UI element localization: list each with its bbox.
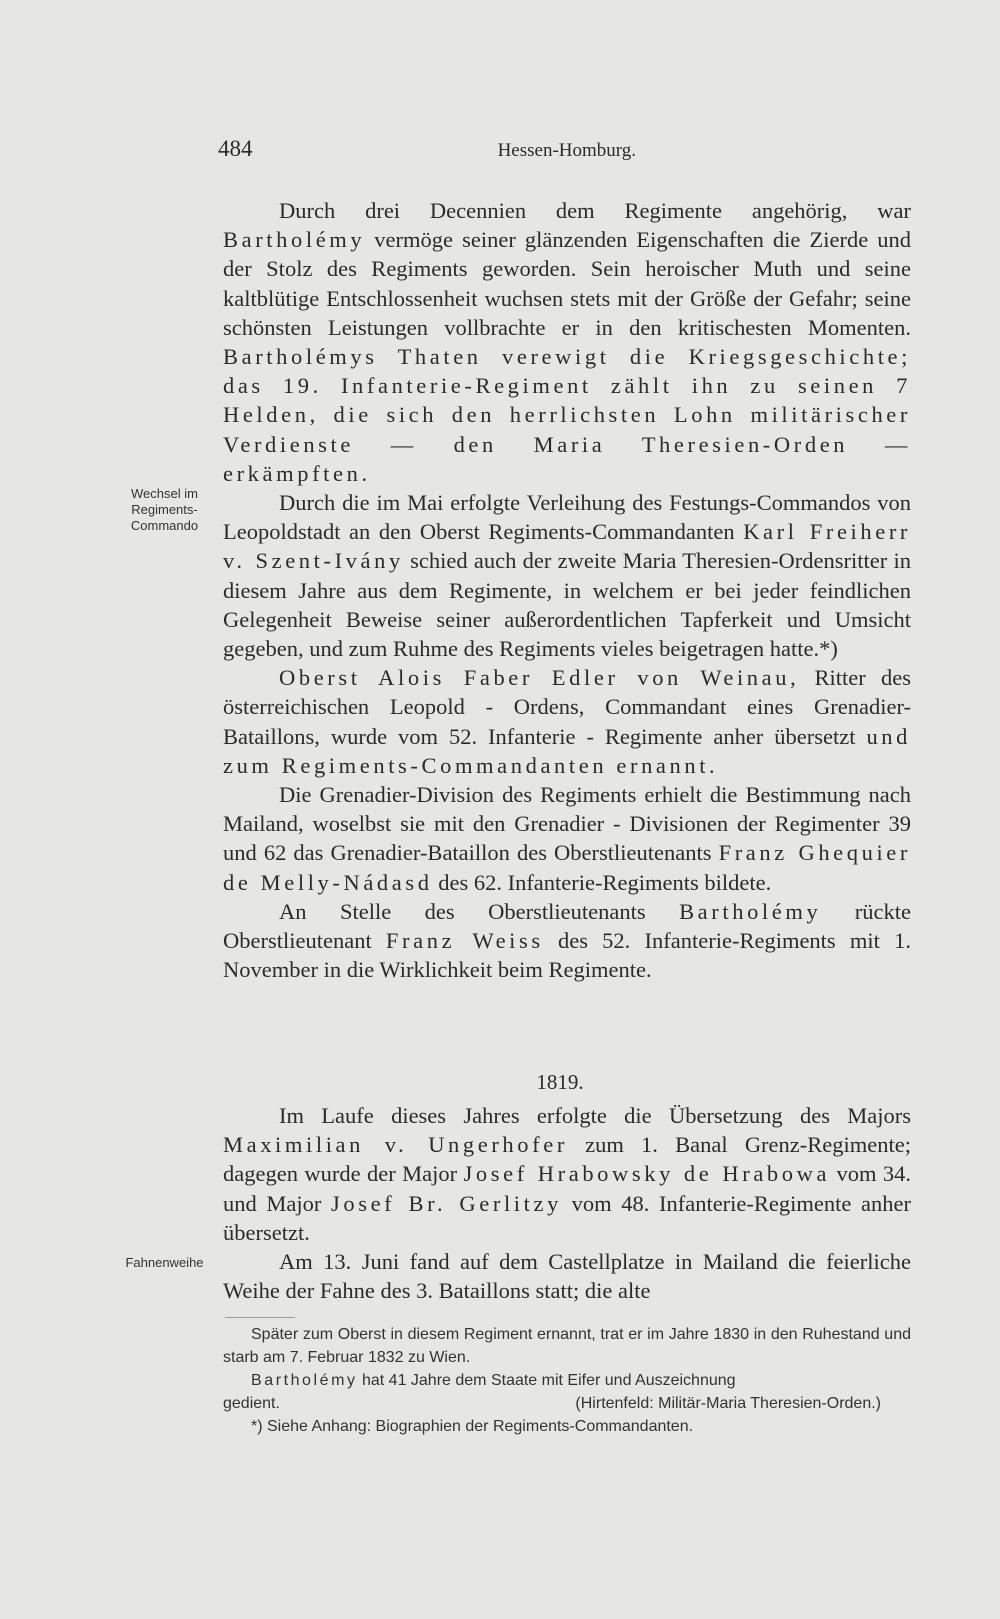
text-run: des 52. Infanterie-Regiments mit 1. November in die Wirklichkeit beim Regimente. xyxy=(223,928,912,983)
name-spaced: Maximilian v. Ungerhofer xyxy=(223,1132,568,1158)
paragraph xyxy=(223,196,911,488)
marginal-line: Regiments- xyxy=(131,502,198,517)
text-run: Durch drei Decennien dem Regimente angehörig, war xyxy=(279,198,911,223)
text-spaced: Bartholémys Thaten verewigt die Kriegsgeschichte; das 19. Infanterie-Regiment zählt ihn zu seinen 7 Helden, die sich den herrlichsten Lohn militärischer Verdienste — den Maria Theresien-Orden — erkämpften. xyxy=(223,344,911,486)
year-heading: 1819. xyxy=(536,1070,584,1094)
footnote-divider xyxy=(225,1317,295,1318)
name-spaced: Josef Br. Gerlitzy xyxy=(331,1190,562,1216)
footnote: Später zum Oberst in diesem Regiment ernannt, trat er im Jahre 1830 in den Ruhestand und starb am 7. Februar 1832 zu Wien. xyxy=(223,1326,911,1366)
name-spaced: Bartholémy xyxy=(251,1372,358,1389)
page-header xyxy=(218,136,636,162)
text-run: hat 41 Jahre dem Staate mit Eifer und Auszeichnung xyxy=(357,1372,736,1389)
text-run: An Stelle des Oberstlieutenants xyxy=(279,898,680,924)
paragraph: Am 13. Juni fand auf dem Castellplatze in Mailand die feierliche Weihe der Fahne des 3. Bataillons statt; die alte xyxy=(223,1249,911,1304)
text-run: vom 48. Infanterie-Regimente anher übersetzt. xyxy=(223,1190,911,1245)
text-run: des 62. Infanterie-Regiments bildete. xyxy=(432,869,772,895)
body-text-1819 xyxy=(223,1101,911,1305)
paragraph xyxy=(223,663,911,780)
name-spaced: Josef Hrabowsky de Hrabowa xyxy=(463,1161,831,1187)
paragraph xyxy=(223,780,911,897)
body-text xyxy=(223,196,911,984)
text-run: vom 34. und Major xyxy=(223,1161,911,1216)
marginal-note-fahnenweihe xyxy=(112,1255,217,1271)
marginal-line: Fahnenweihe xyxy=(125,1255,204,1270)
paragraph xyxy=(223,897,911,985)
text-run: Die Grenadier-Division des Regiments erhielt die Bestimmung nach Mailand, woselbst sie mit den Grenadier - Divisionen der Regimenter 39 und 62 das Grenadier-Bataillon des Oberstlieutenants xyxy=(223,782,911,866)
footnote xyxy=(223,1369,911,1392)
name-spaced: Oberst Alois Faber Edler von Weinau, xyxy=(279,665,800,691)
footnote-source-line xyxy=(223,1392,911,1415)
text-run: Durch die im Mai erfolgte Verleihung des Festungs-Commandos von Leopoldstadt an den Oberst Regiments-Commandanten xyxy=(223,490,911,545)
text-run: zum 1. Banal Grenz-Regimente; dagegen wurde der Major xyxy=(223,1132,911,1187)
text-run: vermöge seiner glänzenden Eigenschaften die Zierde und der Stolz des Regiments geworden. Sein heroischer Muth und seine kaltblütige Entschlossenheit wuchsen stets mit der Größe der Gefahr; seine schönsten Leistungen vollbrachte er in den kritischesten Momenten. xyxy=(223,227,911,340)
text-run: gedient. xyxy=(223,1395,280,1412)
name-spaced: Bartholémy xyxy=(679,898,822,924)
text-run: schied auch der zweite Maria Theresien-Ordensritter in diesem Jahre aus dem Regimente, in welchem er bei jeder feindlichen Gelegenheit Beweise seiner außerordentlichen Tapferkeit und Umsicht gegeben, und zum Ruhme des Regiments vieles beigetragen hatte.*) xyxy=(223,548,911,662)
marginal-line: Wechsel im xyxy=(131,486,198,501)
footnotes xyxy=(223,1323,911,1438)
text-run: rückte Oberstlieutenant xyxy=(223,898,911,954)
name-spaced: Karl Freiherr v. Szent-Ivány xyxy=(223,519,912,574)
marginal-note-wechsel xyxy=(112,486,217,534)
name-spaced: Bartholémy xyxy=(223,227,366,253)
paragraph xyxy=(223,488,911,663)
name-spaced: Franz Weiss xyxy=(385,928,544,954)
text-spaced: und zum Regiments-Commandanten ernannt. xyxy=(223,723,911,778)
text-run: Im Laufe dieses Jahres erfolgte die Übersetzung des Majors xyxy=(279,1103,911,1128)
name-spaced: Franz Ghequier de Melly-Nádasd xyxy=(223,840,911,895)
footnote-source: (Hirtenfeld: Militär-Maria Theresien-Orden.) xyxy=(575,1395,881,1412)
footnote: *) Siehe Anhang: Biographien der Regiments-Commandanten. xyxy=(251,1418,694,1435)
page-number: 484 xyxy=(218,136,253,161)
paragraph xyxy=(223,1101,911,1247)
text-run: Ritter des österreichischen Leopold - Ordens, Commandant eines Grenadier-Bataillons, wurde vom 52. Infanterie - Regimente anher übersetzt xyxy=(223,665,911,749)
running-head: Hessen-Homburg. xyxy=(497,140,636,161)
marginal-line: Commando xyxy=(130,518,199,533)
